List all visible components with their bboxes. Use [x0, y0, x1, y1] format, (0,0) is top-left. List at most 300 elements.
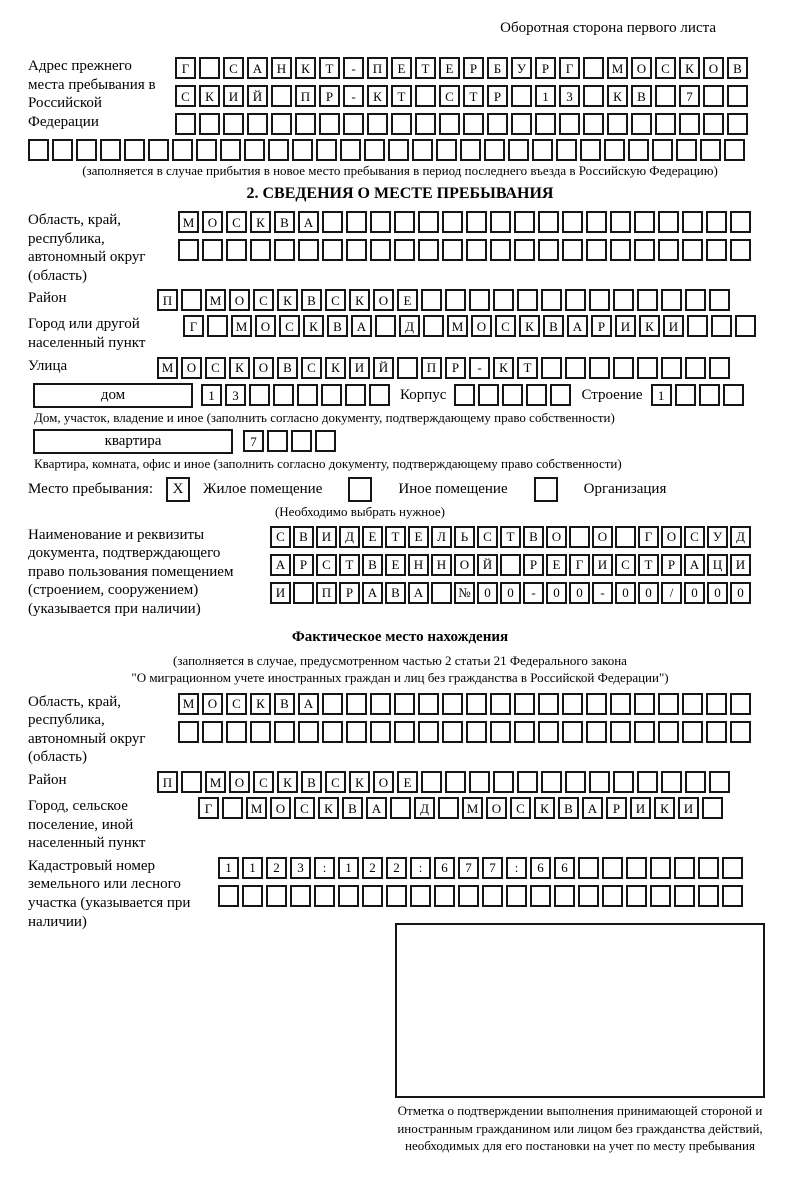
- char-cell[interactable]: [226, 721, 247, 743]
- char-cell[interactable]: 0: [569, 582, 590, 604]
- char-cell[interactable]: -: [523, 582, 544, 604]
- char-cell[interactable]: [730, 693, 751, 715]
- char-cell[interactable]: [273, 384, 294, 406]
- char-cell[interactable]: Т: [500, 526, 521, 548]
- char-cell[interactable]: [631, 113, 652, 135]
- char-cell[interactable]: 0: [684, 582, 705, 604]
- char-cell[interactable]: Р: [535, 57, 556, 79]
- char-cell[interactable]: 1: [218, 857, 239, 879]
- char-cell[interactable]: [242, 885, 263, 907]
- char-cell[interactable]: [541, 357, 562, 379]
- char-cell[interactable]: И: [730, 554, 751, 576]
- char-cell[interactable]: Е: [408, 526, 429, 548]
- char-cell[interactable]: В: [727, 57, 748, 79]
- char-cell[interactable]: [397, 357, 418, 379]
- char-cell[interactable]: [706, 239, 727, 261]
- char-cell[interactable]: Р: [463, 57, 484, 79]
- char-cell[interactable]: К: [250, 693, 271, 715]
- char-cell[interactable]: М: [205, 289, 226, 311]
- char-cell[interactable]: [511, 85, 532, 107]
- char-cell[interactable]: [386, 885, 407, 907]
- char-cell[interactable]: [698, 885, 719, 907]
- char-cell[interactable]: [589, 357, 610, 379]
- char-cell[interactable]: [698, 857, 719, 879]
- char-cell[interactable]: [511, 113, 532, 135]
- char-cell[interactable]: С: [226, 211, 247, 233]
- char-cell[interactable]: О: [631, 57, 652, 79]
- char-cell[interactable]: :: [314, 857, 335, 879]
- char-cell[interactable]: С: [226, 693, 247, 715]
- char-cell[interactable]: [610, 211, 631, 233]
- char-cell[interactable]: [346, 693, 367, 715]
- char-cell[interactable]: 6: [530, 857, 551, 879]
- char-cell[interactable]: [370, 721, 391, 743]
- char-cell[interactable]: С: [270, 526, 291, 548]
- char-cell[interactable]: 0: [730, 582, 751, 604]
- char-cell[interactable]: [292, 139, 313, 161]
- char-cell[interactable]: [500, 554, 521, 576]
- char-cell[interactable]: П: [157, 289, 178, 311]
- char-cell[interactable]: [727, 113, 748, 135]
- char-cell[interactable]: 0: [707, 582, 728, 604]
- char-cell[interactable]: [607, 113, 628, 135]
- char-cell[interactable]: [613, 289, 634, 311]
- char-cell[interactable]: Й: [247, 85, 268, 107]
- char-cell[interactable]: [370, 239, 391, 261]
- char-cell[interactable]: -: [343, 85, 364, 107]
- char-cell[interactable]: [685, 289, 706, 311]
- char-cell[interactable]: [727, 85, 748, 107]
- char-cell[interactable]: К: [229, 357, 250, 379]
- char-cell[interactable]: [562, 693, 583, 715]
- char-cell[interactable]: [199, 57, 220, 79]
- char-cell[interactable]: [436, 139, 457, 161]
- char-cell[interactable]: Г: [559, 57, 580, 79]
- char-cell[interactable]: С: [253, 289, 274, 311]
- char-cell[interactable]: [442, 211, 463, 233]
- char-cell[interactable]: /: [661, 582, 682, 604]
- char-cell[interactable]: М: [447, 315, 468, 337]
- char-cell[interactable]: [415, 85, 436, 107]
- char-cell[interactable]: К: [295, 57, 316, 79]
- char-cell[interactable]: [454, 384, 475, 406]
- char-cell[interactable]: Й: [477, 554, 498, 576]
- char-cell[interactable]: [297, 384, 318, 406]
- char-cell[interactable]: С: [301, 357, 322, 379]
- char-cell[interactable]: [207, 315, 228, 337]
- char-cell[interactable]: Н: [431, 554, 452, 576]
- char-cell[interactable]: Ь: [454, 526, 475, 548]
- char-cell[interactable]: 0: [500, 582, 521, 604]
- char-cell[interactable]: [322, 721, 343, 743]
- char-cell[interactable]: [295, 113, 316, 135]
- char-cell[interactable]: [700, 139, 721, 161]
- char-cell[interactable]: Г: [175, 57, 196, 79]
- char-cell[interactable]: [124, 139, 145, 161]
- char-cell[interactable]: [532, 139, 553, 161]
- char-cell[interactable]: 0: [546, 582, 567, 604]
- char-cell[interactable]: [578, 885, 599, 907]
- char-cell[interactable]: Е: [385, 554, 406, 576]
- char-cell[interactable]: С: [294, 797, 315, 819]
- char-cell[interactable]: С: [684, 526, 705, 548]
- char-cell[interactable]: Т: [463, 85, 484, 107]
- char-cell[interactable]: [508, 139, 529, 161]
- char-cell[interactable]: С: [316, 554, 337, 576]
- char-cell[interactable]: А: [270, 554, 291, 576]
- char-cell[interactable]: [517, 771, 538, 793]
- char-cell[interactable]: [730, 721, 751, 743]
- char-cell[interactable]: [538, 239, 559, 261]
- char-cell[interactable]: [369, 384, 390, 406]
- char-cell[interactable]: [586, 239, 607, 261]
- char-cell[interactable]: П: [295, 85, 316, 107]
- char-cell[interactable]: И: [270, 582, 291, 604]
- char-cell[interactable]: [613, 357, 634, 379]
- char-cell[interactable]: Т: [385, 526, 406, 548]
- char-cell[interactable]: [250, 721, 271, 743]
- char-cell[interactable]: [250, 239, 271, 261]
- char-cell[interactable]: [650, 857, 671, 879]
- char-cell[interactable]: О: [546, 526, 567, 548]
- char-cell[interactable]: К: [318, 797, 339, 819]
- char-cell[interactable]: 7: [482, 857, 503, 879]
- char-cell[interactable]: Д: [414, 797, 435, 819]
- char-cell[interactable]: [703, 113, 724, 135]
- char-cell[interactable]: [364, 139, 385, 161]
- house-type-field[interactable]: дом: [33, 383, 193, 408]
- char-cell[interactable]: [394, 693, 415, 715]
- char-cell[interactable]: В: [274, 693, 295, 715]
- char-cell[interactable]: [550, 384, 571, 406]
- char-cell[interactable]: 2: [362, 857, 383, 879]
- char-cell[interactable]: Т: [415, 57, 436, 79]
- char-cell[interactable]: [322, 239, 343, 261]
- char-cell[interactable]: Е: [439, 57, 460, 79]
- char-cell[interactable]: В: [293, 526, 314, 548]
- char-cell[interactable]: Е: [397, 771, 418, 793]
- char-cell[interactable]: [586, 721, 607, 743]
- char-cell[interactable]: 3: [290, 857, 311, 879]
- char-cell[interactable]: П: [316, 582, 337, 604]
- char-cell[interactable]: [478, 384, 499, 406]
- char-cell[interactable]: Е: [546, 554, 567, 576]
- char-cell[interactable]: Р: [487, 85, 508, 107]
- char-cell[interactable]: К: [639, 315, 660, 337]
- char-cell[interactable]: [394, 721, 415, 743]
- char-cell[interactable]: [293, 582, 314, 604]
- char-cell[interactable]: С: [439, 85, 460, 107]
- char-cell[interactable]: [602, 885, 623, 907]
- char-cell[interactable]: Р: [523, 554, 544, 576]
- char-cell[interactable]: [634, 693, 655, 715]
- char-cell[interactable]: 1: [651, 384, 672, 406]
- char-cell[interactable]: И: [615, 315, 636, 337]
- char-cell[interactable]: [722, 885, 743, 907]
- char-cell[interactable]: [610, 693, 631, 715]
- char-cell[interactable]: [291, 430, 312, 452]
- char-cell[interactable]: [421, 771, 442, 793]
- char-cell[interactable]: [626, 857, 647, 879]
- char-cell[interactable]: [565, 289, 586, 311]
- char-cell[interactable]: [730, 239, 751, 261]
- char-cell[interactable]: [343, 113, 364, 135]
- char-cell[interactable]: 1: [338, 857, 359, 879]
- char-cell[interactable]: [661, 289, 682, 311]
- char-cell[interactable]: [679, 113, 700, 135]
- char-cell[interactable]: [610, 239, 631, 261]
- char-cell[interactable]: [583, 113, 604, 135]
- char-cell[interactable]: [706, 693, 727, 715]
- char-cell[interactable]: [418, 211, 439, 233]
- char-cell[interactable]: Р: [591, 315, 612, 337]
- char-cell[interactable]: -: [469, 357, 490, 379]
- char-cell[interactable]: М: [607, 57, 628, 79]
- char-cell[interactable]: Л: [431, 526, 452, 548]
- char-cell[interactable]: [346, 721, 367, 743]
- char-cell[interactable]: [702, 797, 723, 819]
- char-cell[interactable]: 3: [559, 85, 580, 107]
- char-cell[interactable]: И: [678, 797, 699, 819]
- char-cell[interactable]: О: [486, 797, 507, 819]
- char-cell[interactable]: К: [277, 289, 298, 311]
- char-cell[interactable]: К: [303, 315, 324, 337]
- char-cell[interactable]: О: [253, 357, 274, 379]
- char-cell[interactable]: К: [367, 85, 388, 107]
- char-cell[interactable]: [578, 857, 599, 879]
- char-cell[interactable]: К: [349, 289, 370, 311]
- char-cell[interactable]: [634, 239, 655, 261]
- char-cell[interactable]: [442, 693, 463, 715]
- char-cell[interactable]: С: [655, 57, 676, 79]
- char-cell[interactable]: [490, 239, 511, 261]
- char-cell[interactable]: [463, 113, 484, 135]
- char-cell[interactable]: [469, 289, 490, 311]
- char-cell[interactable]: [562, 721, 583, 743]
- char-cell[interactable]: [709, 289, 730, 311]
- char-cell[interactable]: Р: [319, 85, 340, 107]
- char-cell[interactable]: [583, 85, 604, 107]
- char-cell[interactable]: [268, 139, 289, 161]
- char-cell[interactable]: 7: [458, 857, 479, 879]
- apartment-type-field[interactable]: квартира: [33, 429, 233, 454]
- char-cell[interactable]: М: [157, 357, 178, 379]
- char-cell[interactable]: К: [607, 85, 628, 107]
- char-cell[interactable]: [658, 239, 679, 261]
- char-cell[interactable]: П: [367, 57, 388, 79]
- char-cell[interactable]: [490, 211, 511, 233]
- char-cell[interactable]: [722, 857, 743, 879]
- char-cell[interactable]: [445, 289, 466, 311]
- char-cell[interactable]: [484, 139, 505, 161]
- char-cell[interactable]: [674, 885, 695, 907]
- char-cell[interactable]: [202, 721, 223, 743]
- char-cell[interactable]: 1: [242, 857, 263, 879]
- char-cell[interactable]: К: [250, 211, 271, 233]
- char-cell[interactable]: [431, 582, 452, 604]
- char-cell[interactable]: [274, 239, 295, 261]
- char-cell[interactable]: [290, 885, 311, 907]
- char-cell[interactable]: [421, 289, 442, 311]
- char-cell[interactable]: [613, 771, 634, 793]
- char-cell[interactable]: [175, 113, 196, 135]
- char-cell[interactable]: В: [301, 289, 322, 311]
- char-cell[interactable]: [674, 857, 695, 879]
- char-cell[interactable]: [502, 384, 523, 406]
- char-cell[interactable]: [637, 289, 658, 311]
- char-cell[interactable]: [490, 693, 511, 715]
- char-cell[interactable]: Р: [445, 357, 466, 379]
- char-cell[interactable]: [469, 771, 490, 793]
- char-cell[interactable]: [418, 721, 439, 743]
- char-cell[interactable]: [724, 139, 745, 161]
- char-cell[interactable]: О: [229, 289, 250, 311]
- char-cell[interactable]: [52, 139, 73, 161]
- char-cell[interactable]: [271, 113, 292, 135]
- char-cell[interactable]: И: [223, 85, 244, 107]
- char-cell[interactable]: [637, 771, 658, 793]
- char-cell[interactable]: [711, 315, 732, 337]
- char-cell[interactable]: В: [631, 85, 652, 107]
- char-cell[interactable]: [298, 239, 319, 261]
- char-cell[interactable]: [565, 771, 586, 793]
- char-cell[interactable]: [541, 289, 562, 311]
- char-cell[interactable]: [634, 721, 655, 743]
- char-cell[interactable]: К: [349, 771, 370, 793]
- char-cell[interactable]: [652, 139, 673, 161]
- char-cell[interactable]: Г: [569, 554, 590, 576]
- char-cell[interactable]: [556, 139, 577, 161]
- char-cell[interactable]: 6: [434, 857, 455, 879]
- char-cell[interactable]: [178, 239, 199, 261]
- char-cell[interactable]: Т: [638, 554, 659, 576]
- char-cell[interactable]: О: [229, 771, 250, 793]
- char-cell[interactable]: [569, 526, 590, 548]
- char-cell[interactable]: М: [178, 693, 199, 715]
- char-cell[interactable]: [687, 315, 708, 337]
- char-cell[interactable]: [412, 139, 433, 161]
- char-cell[interactable]: [316, 139, 337, 161]
- char-cell[interactable]: К: [534, 797, 555, 819]
- char-cell[interactable]: [723, 384, 744, 406]
- char-cell[interactable]: А: [351, 315, 372, 337]
- char-cell[interactable]: [583, 57, 604, 79]
- char-cell[interactable]: В: [558, 797, 579, 819]
- char-cell[interactable]: [370, 693, 391, 715]
- char-cell[interactable]: О: [373, 289, 394, 311]
- char-cell[interactable]: [562, 211, 583, 233]
- char-cell[interactable]: [658, 693, 679, 715]
- char-cell[interactable]: [375, 315, 396, 337]
- char-cell[interactable]: А: [298, 211, 319, 233]
- char-cell[interactable]: К: [277, 771, 298, 793]
- char-cell[interactable]: [410, 885, 431, 907]
- char-cell[interactable]: [506, 885, 527, 907]
- char-cell[interactable]: [559, 113, 580, 135]
- char-cell[interactable]: [390, 797, 411, 819]
- char-cell[interactable]: Е: [362, 526, 383, 548]
- char-cell[interactable]: С: [477, 526, 498, 548]
- char-cell[interactable]: [345, 384, 366, 406]
- char-cell[interactable]: [367, 113, 388, 135]
- char-cell[interactable]: 1: [535, 85, 556, 107]
- char-cell[interactable]: В: [277, 357, 298, 379]
- char-cell[interactable]: [321, 384, 342, 406]
- char-cell[interactable]: [394, 239, 415, 261]
- char-cell[interactable]: [589, 289, 610, 311]
- char-cell[interactable]: В: [274, 211, 295, 233]
- char-cell[interactable]: 7: [243, 430, 264, 452]
- char-cell[interactable]: [247, 113, 268, 135]
- char-cell[interactable]: [610, 721, 631, 743]
- char-cell[interactable]: Н: [271, 57, 292, 79]
- char-cell[interactable]: [682, 211, 703, 233]
- char-cell[interactable]: [626, 885, 647, 907]
- char-cell[interactable]: И: [630, 797, 651, 819]
- char-cell[interactable]: П: [421, 357, 442, 379]
- char-cell[interactable]: [615, 526, 636, 548]
- char-cell[interactable]: [541, 771, 562, 793]
- char-cell[interactable]: -: [343, 57, 364, 79]
- char-cell[interactable]: [538, 693, 559, 715]
- char-cell[interactable]: [466, 693, 487, 715]
- char-cell[interactable]: С: [205, 357, 226, 379]
- char-cell[interactable]: О: [471, 315, 492, 337]
- char-cell[interactable]: Т: [319, 57, 340, 79]
- checkbox-organization[interactable]: [534, 477, 558, 502]
- char-cell[interactable]: [562, 239, 583, 261]
- char-cell[interactable]: [223, 113, 244, 135]
- char-cell[interactable]: [181, 771, 202, 793]
- char-cell[interactable]: [418, 239, 439, 261]
- char-cell[interactable]: [604, 139, 625, 161]
- char-cell[interactable]: [394, 211, 415, 233]
- char-cell[interactable]: [249, 384, 270, 406]
- char-cell[interactable]: С: [175, 85, 196, 107]
- char-cell[interactable]: [418, 693, 439, 715]
- char-cell[interactable]: Д: [399, 315, 420, 337]
- char-cell[interactable]: О: [270, 797, 291, 819]
- char-cell[interactable]: О: [202, 211, 223, 233]
- char-cell[interactable]: [586, 211, 607, 233]
- char-cell[interactable]: [423, 315, 444, 337]
- char-cell[interactable]: [706, 721, 727, 743]
- char-cell[interactable]: [682, 721, 703, 743]
- char-cell[interactable]: [298, 721, 319, 743]
- char-cell[interactable]: :: [410, 857, 431, 879]
- char-cell[interactable]: [315, 430, 336, 452]
- char-cell[interactable]: М: [231, 315, 252, 337]
- char-cell[interactable]: [490, 721, 511, 743]
- char-cell[interactable]: 6: [554, 857, 575, 879]
- char-cell[interactable]: [661, 357, 682, 379]
- char-cell[interactable]: О: [373, 771, 394, 793]
- char-cell[interactable]: [466, 721, 487, 743]
- char-cell[interactable]: Г: [183, 315, 204, 337]
- char-cell[interactable]: [172, 139, 193, 161]
- char-cell[interactable]: К: [493, 357, 514, 379]
- char-cell[interactable]: [445, 771, 466, 793]
- char-cell[interactable]: Д: [339, 526, 360, 548]
- char-cell[interactable]: 3: [225, 384, 246, 406]
- char-cell[interactable]: [340, 139, 361, 161]
- char-cell[interactable]: [526, 384, 547, 406]
- char-cell[interactable]: [391, 113, 412, 135]
- char-cell[interactable]: [267, 430, 288, 452]
- char-cell[interactable]: [565, 357, 586, 379]
- char-cell[interactable]: [514, 239, 535, 261]
- char-cell[interactable]: [218, 885, 239, 907]
